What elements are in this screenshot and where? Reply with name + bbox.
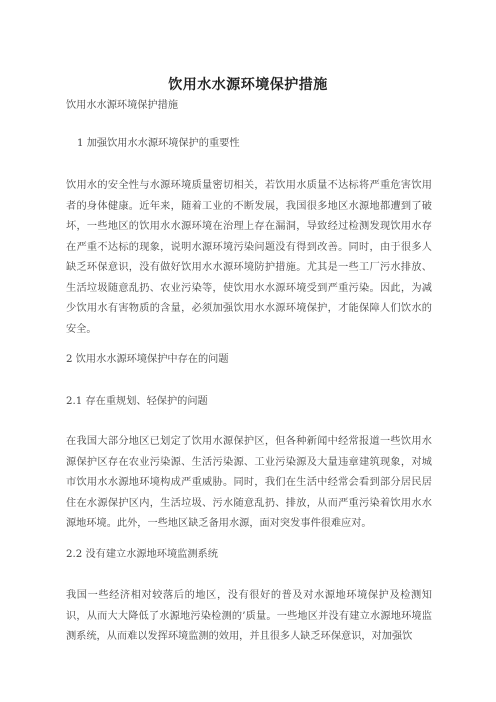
document-title: 饮用水水源环境保护措施	[168, 77, 328, 93]
section-paragraph-2-1: 在我国大部分地区已划定了饮用水源保护区，但各种新闻中经常报道一些饮用水源保护区存在农业污染源、生活污染源、工业污染源及大量违章建筑现象，对城市饮用水水源地环境构成严重威胁。同时，我们在生活中经常会看到部分居民居住在水源保护区内，生活垃圾、污水随意乱扔、排放，从而严重污染着饮用水水源地环境。此外，一些地区缺乏备用水源，面对突发事件很难应对。	[66, 436, 432, 529]
section-heading-1: 1 加强饮用水水源环境保护的重要性	[77, 138, 240, 149]
section-heading-2-2: 2.2 没有建立水源地环境监测系统	[66, 549, 218, 560]
section-paragraph-1: 饮用水的安全性与水源环境质量密切相关，若饮用水质量不达标将严重危害饮用者的身体健康。近年来，随着工业的不断发展，我国很多地区水源地都遭到了破坏，一些地区的饮用水水源环境在治理上存在漏洞，导致经过检测发现饮用水存在严重不达标的现象，说明水源环境污染问题没有得到改善。同时，由于很多人缺乏环保意识，没有做好饮用水水源环境防护措施。尤其是一些工厂污水排放、生活垃圾随意乱扔、农业污染等，使饮用水水源环境受到严重污染。因此，为减少饮用水有害物质的含量，必须加强饮用水水源环境保护，才能保障人们饮水的安全。	[66, 180, 432, 335]
document-subtitle: 饮用水水源环境保护措施	[66, 100, 179, 111]
section-heading-2: 2 饮用水水源环境保护中存在的问题	[66, 354, 229, 365]
section-heading-2-1: 2.1 存在重规划、轻保护的问题	[66, 396, 208, 407]
section-paragraph-2-2: 我国一些经济相对较落后的地区，没有很好的普及对水源地环境保护及检测知识，从而大大降低了水源地污染检测的’质量。一些地区并没有建立水源地环境监测系统，从而难以发挥环境监测的效用，并且很多人缺乏环保意识，对加强饮	[66, 590, 432, 642]
